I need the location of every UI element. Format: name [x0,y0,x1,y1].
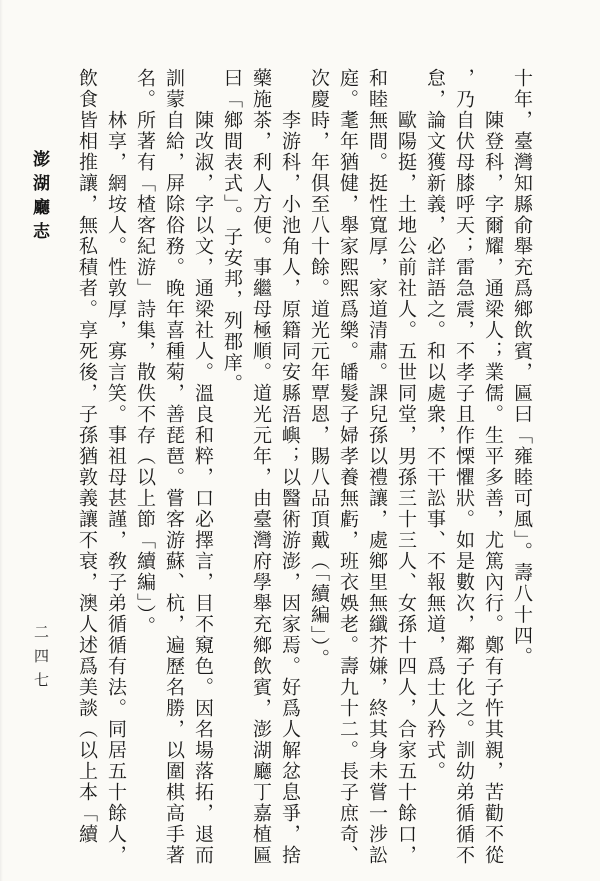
margin-book-title: 澎湖廳志 [30,150,49,246]
text-column: ，乃自伏母膝呼天；雷急震，不孝子且作慄懼狀。如是數次，鄰子化之。訓幼弟循循不 [453,68,474,866]
text-column: 藥施茶，利人方便。事繼母極順。道光元年，由臺灣府學舉充鄉飲賓，澎湖廳丁嘉植匾 [250,68,271,866]
text-column: 十年，臺灣知縣俞舉充爲鄉飲賓，匾曰「雍睦可風」。壽八十四。 [511,68,532,668]
text-column: 訓蒙自給，屏除俗務。晚年喜種菊，善琵琶。嘗客游蘇、杭，遍歷名勝，以圍棋高手著 [163,68,184,866]
text-column: 名。所著有「楂客紀游」詩集，散佚不存（以上節「續編」）。 [134,68,155,637]
text-column: 陳登科，字爾耀，通梁人；業儒。生平多善，尤篤內行。鄭有子忤其親，苦勸不從 [482,110,503,866]
text-column: 庭。耄年猶健，舉家熙熙爲樂。皤髮子婦孝養無虧，班衣娛老。壽九十二。長子庶奇、 [337,68,358,866]
text-column: 林享，網垵人。性敦厚，寡言笑。事祖母甚謹，敎子弟循循有法。同居五十餘人， [105,110,126,866]
text-column: 怠，論文獲新義，必詳語之。和以處衆，不干訟事、不報無道，爲士人矜式。 [424,68,445,782]
text-column: 和睦無間。挺性寬厚，家道清肅。課兒孫以禮讓，處鄉里無纖芥嫌，終其身未嘗一涉訟 [366,68,387,866]
text-column: 李游科，小池角人，原籍同安縣浯嶼；以醫術游澎，因家焉。好爲人解忿息爭，捨 [279,110,300,866]
text-column: 次慶時，年俱至八十餘。道光元年覃恩，賜八品頂戴（「續編」）。 [308,68,329,670]
text-column: 陳改淑，字以文，通梁社人。溫良和粹，口必擇言，目不窺色。因名場落拓，退而 [192,110,213,866]
text-column: 曰「鄉間表式」。子安邦，列郡庠。 [221,68,242,395]
text-column: 歐陽挺，土地公前社人。五世同堂，男孫三十三人、女孫十四人，合家五十餘口， [395,110,416,866]
scan-edge-shadow [0,0,3,881]
text-column: 飲食皆相推讓，無私積者。享死後，子孫猶敦義讓不衰，澳人述爲美談（以上本「續 [76,68,97,845]
main-text-block [70,68,536,880]
page-number: 二四七 [32,624,48,696]
